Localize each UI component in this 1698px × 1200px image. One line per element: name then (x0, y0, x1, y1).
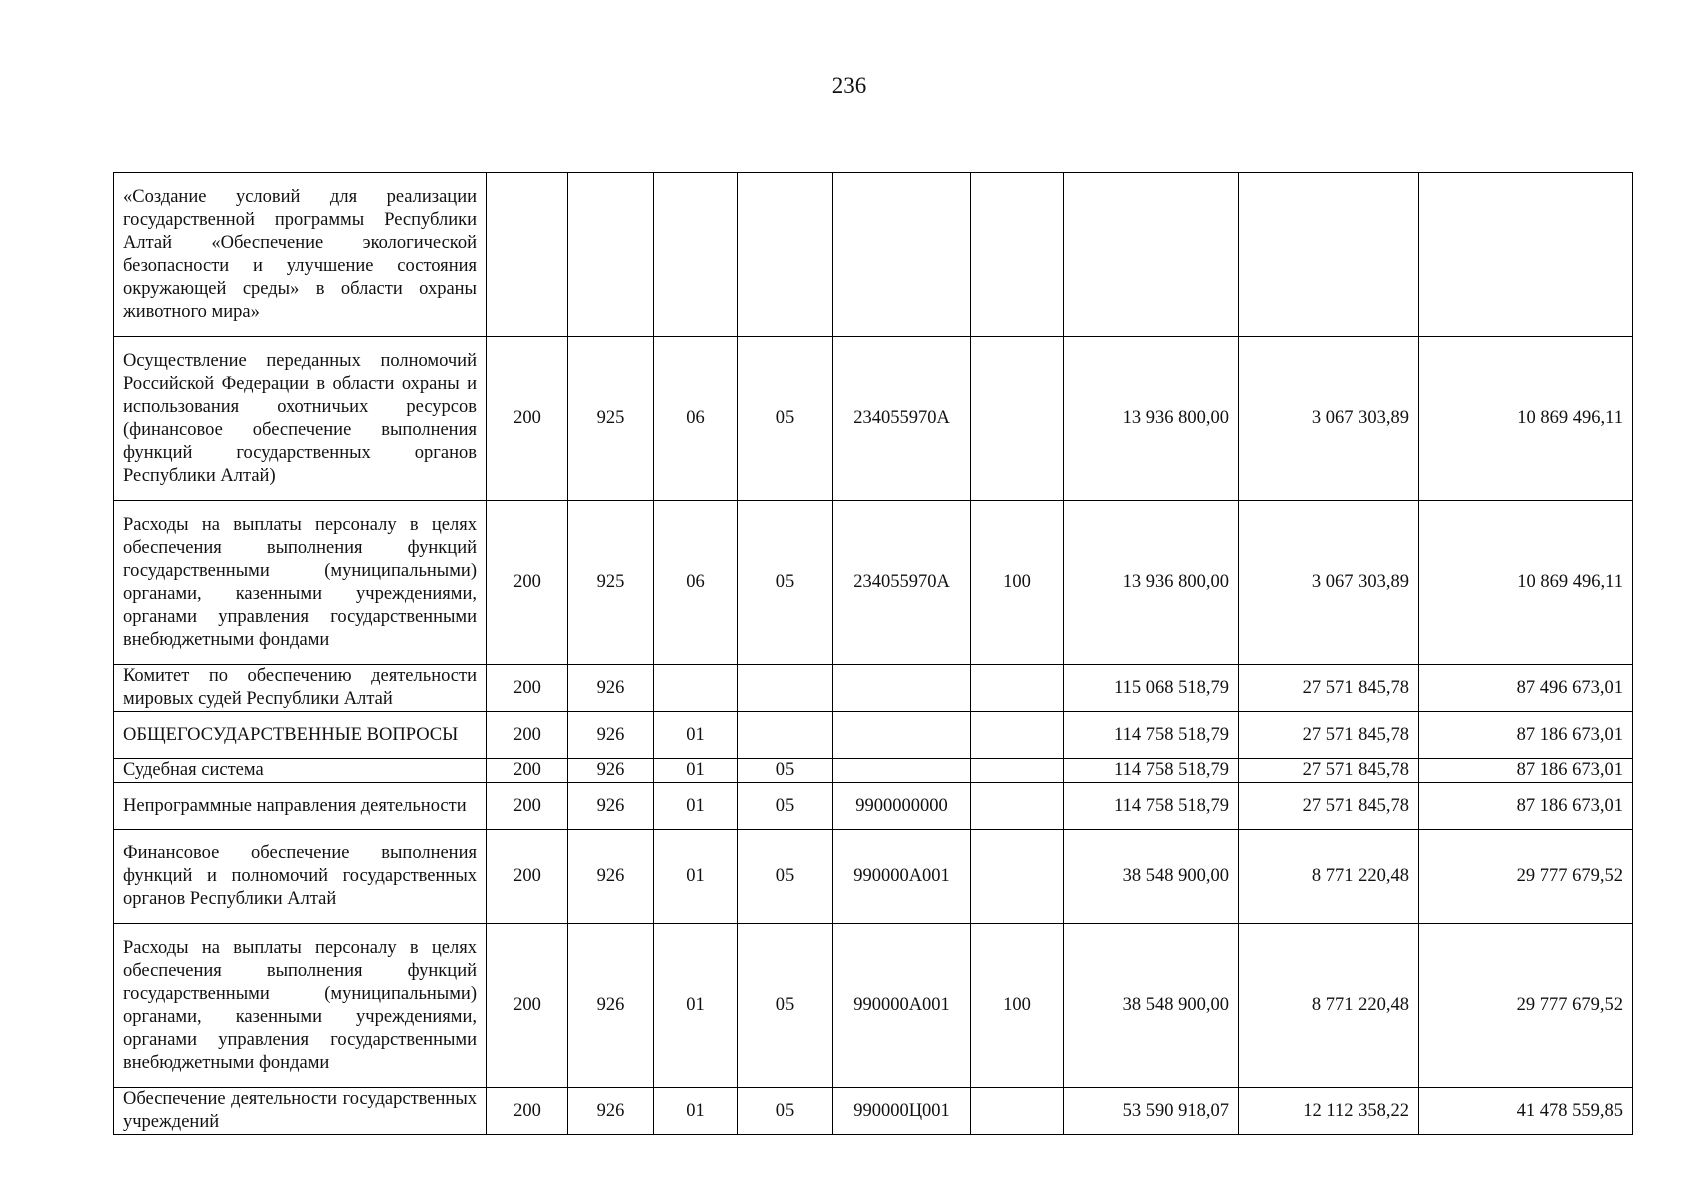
cell-code-200: 200 (487, 830, 568, 924)
cell-grbs: 926 (568, 712, 654, 759)
row-name: Расходы на выплаты персоналу в целях обеспечения выполнения функций государственными (муниципальными) органами, казенными учреждениями, органами управления государственными внебюджетными фондами (114, 501, 487, 665)
cell-amount-remaining: 41 478 559,85 (1419, 1088, 1633, 1135)
cell-subsection: 05 (738, 337, 833, 501)
cell-grbs: 925 (568, 501, 654, 665)
cell-code-200 (487, 173, 568, 337)
cell-section: 01 (654, 759, 738, 783)
cell-amount-remaining: 29 777 679,52 (1419, 924, 1633, 1088)
cell-amount-remaining: 10 869 496,11 (1419, 501, 1633, 665)
row-name: Комитет по обеспечению деятельности мировых судей Республики Алтай (114, 665, 487, 712)
cell-amount-executed: 27 571 845,78 (1239, 712, 1419, 759)
row-name: Непрограммные направления деятельности (114, 783, 487, 830)
cell-amount-remaining: 10 869 496,11 (1419, 337, 1633, 501)
cell-amount-executed: 8 771 220,48 (1239, 830, 1419, 924)
table-row (114, 783, 1633, 830)
cell-target-article: 234055970А (833, 501, 971, 665)
table-row (114, 924, 1633, 1088)
table-row (114, 759, 1633, 783)
cell-subsection (738, 173, 833, 337)
cell-section (654, 173, 738, 337)
cell-grbs: 926 (568, 665, 654, 712)
cell-amount-executed: 3 067 303,89 (1239, 501, 1419, 665)
cell-amount-remaining: 87 496 673,01 (1419, 665, 1633, 712)
row-name: Осуществление переданных полномочий Российской Федерации в области охраны и использования охотничьих ресурсов (финансовое обеспечение выполнения функций государственных органов Республики Алтай) (114, 337, 487, 501)
cell-amount-planned: 114 758 518,79 (1064, 712, 1239, 759)
cell-subsection: 05 (738, 830, 833, 924)
cell-section: 01 (654, 830, 738, 924)
cell-code-200: 200 (487, 783, 568, 830)
table-row (114, 712, 1633, 759)
cell-section: 06 (654, 337, 738, 501)
cell-expense-type (971, 1088, 1064, 1135)
cell-target-article (833, 665, 971, 712)
cell-target-article: 9900000000 (833, 783, 971, 830)
row-name: Обеспечение деятельности государственных учреждений (114, 1088, 487, 1135)
cell-expense-type (971, 712, 1064, 759)
cell-amount-executed: 12 112 358,22 (1239, 1088, 1419, 1135)
cell-target-article (833, 712, 971, 759)
cell-subsection (738, 665, 833, 712)
cell-subsection: 05 (738, 1088, 833, 1135)
table-row (114, 665, 1633, 712)
cell-amount-planned: 38 548 900,00 (1064, 830, 1239, 924)
row-name: Финансовое обеспечение выполнения функций и полномочий государственных органов Республики Алтай (114, 830, 487, 924)
cell-subsection: 05 (738, 783, 833, 830)
cell-grbs: 926 (568, 1088, 654, 1135)
cell-expense-type: 100 (971, 501, 1064, 665)
cell-grbs (568, 173, 654, 337)
cell-section: 01 (654, 1088, 738, 1135)
cell-grbs: 926 (568, 783, 654, 830)
cell-amount-executed: 27 571 845,78 (1239, 759, 1419, 783)
cell-amount-planned: 38 548 900,00 (1064, 924, 1239, 1088)
cell-target-article: 234055970А (833, 337, 971, 501)
table-row (114, 337, 1633, 501)
cell-target-article: 990000А001 (833, 830, 971, 924)
cell-code-200: 200 (487, 665, 568, 712)
cell-target-article (833, 759, 971, 783)
cell-grbs: 926 (568, 924, 654, 1088)
cell-section: 01 (654, 924, 738, 1088)
cell-expense-type: 100 (971, 924, 1064, 1088)
cell-amount-planned: 13 936 800,00 (1064, 337, 1239, 501)
cell-section: 01 (654, 783, 738, 830)
cell-section: 06 (654, 501, 738, 665)
cell-code-200: 200 (487, 501, 568, 665)
cell-code-200: 200 (487, 337, 568, 501)
cell-expense-type (971, 759, 1064, 783)
row-name: Расходы на выплаты персоналу в целях обеспечения выполнения функций государственными (муниципальными) органами, казенными учреждениями, органами управления государственными внебюджетными фондами (114, 924, 487, 1088)
cell-expense-type (971, 665, 1064, 712)
cell-amount-planned (1064, 173, 1239, 337)
table-row (114, 173, 1633, 337)
cell-code-200: 200 (487, 759, 568, 783)
cell-amount-remaining: 87 186 673,01 (1419, 759, 1633, 783)
cell-code-200: 200 (487, 712, 568, 759)
cell-amount-remaining (1419, 173, 1633, 337)
table-row (114, 1088, 1633, 1135)
cell-expense-type (971, 173, 1064, 337)
cell-subsection: 05 (738, 924, 833, 1088)
cell-expense-type (971, 783, 1064, 830)
cell-subsection (738, 712, 833, 759)
cell-target-article: 990000Ц001 (833, 1088, 971, 1135)
cell-code-200: 200 (487, 1088, 568, 1135)
cell-amount-remaining: 87 186 673,01 (1419, 783, 1633, 830)
cell-amount-planned: 53 590 918,07 (1064, 1088, 1239, 1135)
cell-target-article: 990000А001 (833, 924, 971, 1088)
cell-section: 01 (654, 712, 738, 759)
cell-amount-planned: 114 758 518,79 (1064, 759, 1239, 783)
cell-amount-remaining: 87 186 673,01 (1419, 712, 1633, 759)
table-row (114, 830, 1633, 924)
cell-subsection: 05 (738, 759, 833, 783)
cell-amount-executed (1239, 173, 1419, 337)
table-row (114, 501, 1633, 665)
cell-expense-type (971, 830, 1064, 924)
cell-grbs: 925 (568, 337, 654, 501)
cell-expense-type (971, 337, 1064, 501)
cell-grbs: 926 (568, 830, 654, 924)
cell-amount-remaining: 29 777 679,52 (1419, 830, 1633, 924)
cell-target-article (833, 173, 971, 337)
cell-amount-planned: 115 068 518,79 (1064, 665, 1239, 712)
page-number: 236 (831, 73, 867, 98)
cell-amount-executed: 27 571 845,78 (1239, 783, 1419, 830)
cell-amount-executed: 27 571 845,78 (1239, 665, 1419, 712)
cell-subsection: 05 (738, 501, 833, 665)
cell-amount-planned: 114 758 518,79 (1064, 783, 1239, 830)
budget-table (113, 172, 1633, 1135)
cell-section (654, 665, 738, 712)
cell-amount-executed: 3 067 303,89 (1239, 337, 1419, 501)
row-name: Судебная система (114, 759, 487, 783)
row-name: «Создание условий для реализации государственной программы Республики Алтай «Обеспечение экологической безопасности и улучшение состояния окружающей среды» в области охраны животного мира» (114, 173, 487, 337)
cell-grbs: 926 (568, 759, 654, 783)
cell-amount-planned: 13 936 800,00 (1064, 501, 1239, 665)
row-name: ОБЩЕГОСУДАРСТВЕННЫЕ ВОПРОСЫ (114, 712, 487, 759)
cell-amount-executed: 8 771 220,48 (1239, 924, 1419, 1088)
cell-code-200: 200 (487, 924, 568, 1088)
